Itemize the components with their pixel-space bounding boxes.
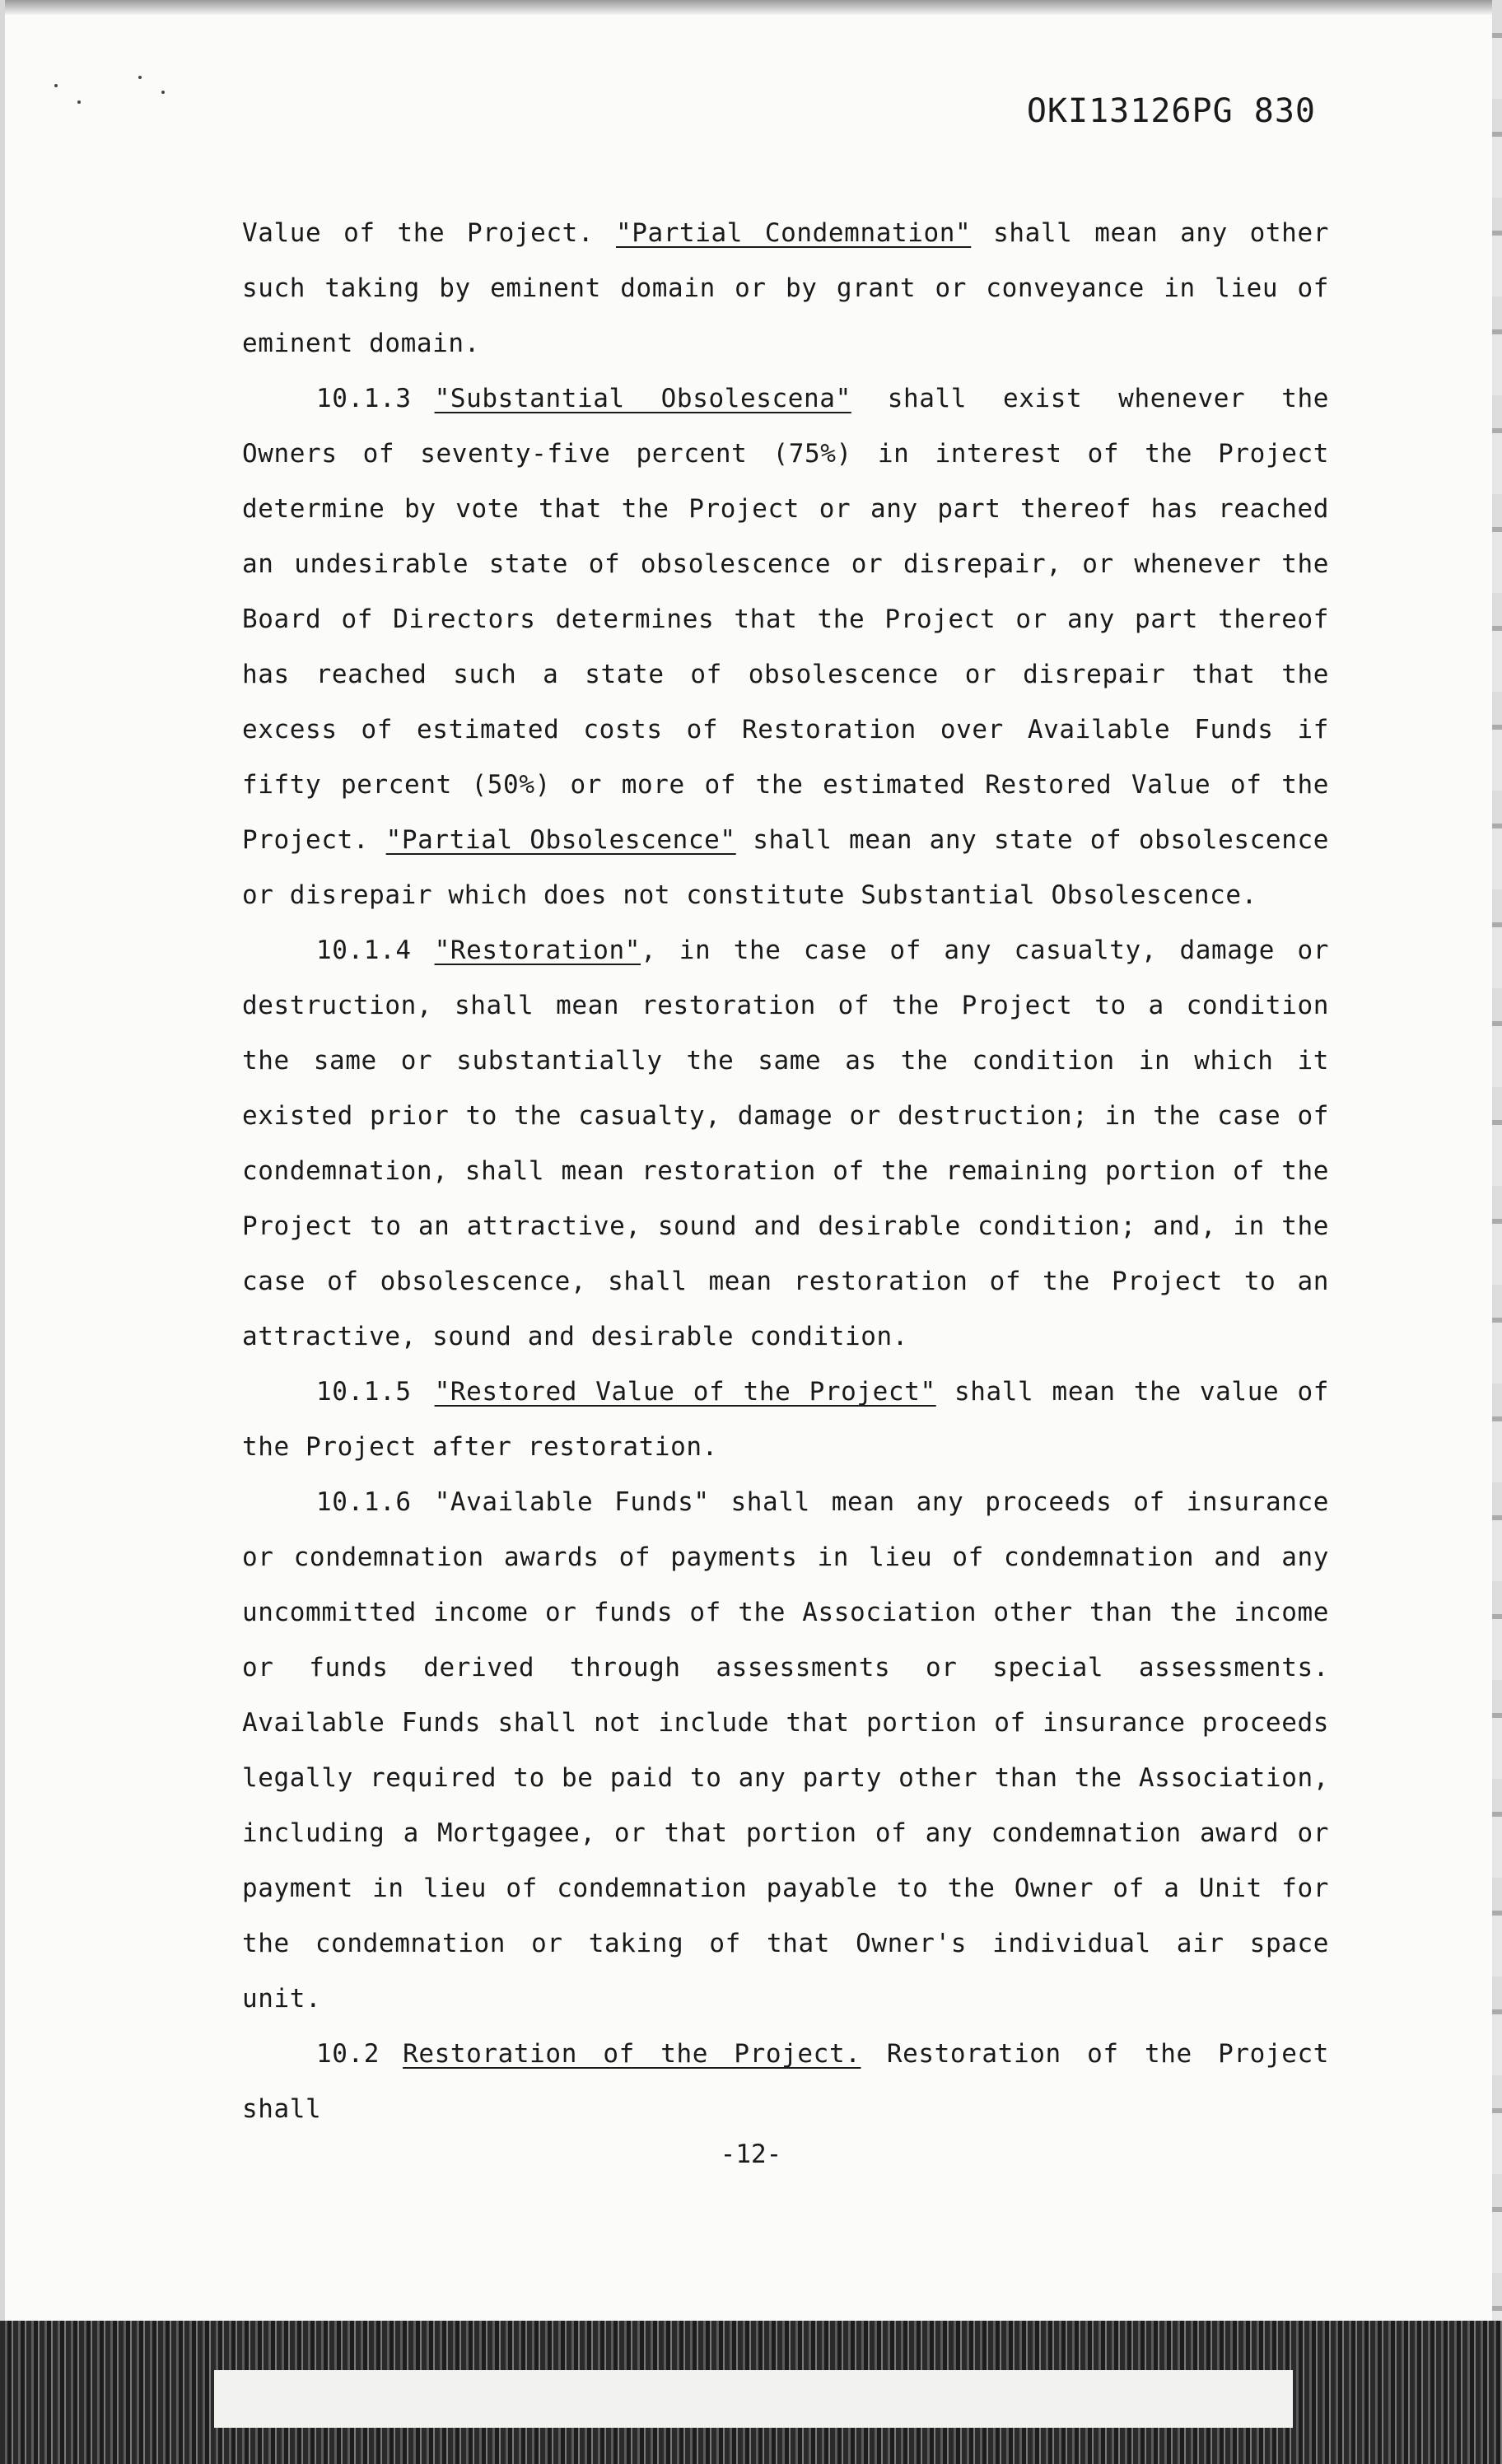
scan-top-edge [0,0,1502,15]
paragraph-partial-condemnation [242,206,1329,371]
section-number: 10.1.5 [316,1377,412,1407]
section-number: 10.1.6 [316,1487,412,1517]
paragraph-text: shall mean any other such taking by eminent domain or by grant or conveyance in lieu of eminent domain. [242,218,1329,358]
page-number: -12- [720,2140,782,2169]
scan-speckle [161,91,165,94]
section-number: 10.1.3 [316,384,412,413]
document-body [242,206,1329,2137]
section-heading: Restoration of the Project. [403,2039,861,2069]
scan-right-edge [1492,0,1502,2464]
defined-term: "Restoration" [434,936,641,965]
section-number: 10.1.4 [316,936,412,965]
scan-left-edge [0,0,5,2464]
paragraph-text: shall mean the value of the Project after restoration. [242,1377,1330,1462]
paragraph-text: Value of the Project. [242,218,616,248]
scan-bottom-strip [214,2370,1293,2428]
paragraph-text: Restoration of the Project shall [242,2039,1329,2124]
scan-speckle [77,100,81,104]
paragraph-text: shall exist whenever the Owners of seventy-five percent (75%) in interest of the Project determine by vote that the Project or any part thereof has reached an undesirable state of obsolescence or disrepair, or whenever the Board of Directors determines that the Project or any part thereof has reached such a state of obsolescence or disrepair that the excess of estimated costs of Restoration over Available Funds if fifty percent (50%) or more of the estimated Restored Value of the Project. [242,384,1329,855]
defined-term: "Partial Condemnation" [615,218,972,248]
book-page-reference: OKI13126PG 830 [1026,92,1316,130]
section-10-1-3 [242,371,1329,923]
section-number: 10.2 [316,2039,380,2069]
paragraph-text: shall mean any state of obsolescence or disrepair which does not constitute Substantial Obsolescence. [242,825,1329,910]
section-10-1-6 [242,1475,1329,2027]
section-10-1-5 [242,1365,1329,1475]
section-10-1-4 [242,923,1329,1365]
defined-term: "Substantial Obsolescena" [434,384,851,413]
defined-term: "Partial Obsolescence" [385,825,736,855]
section-10-2 [242,2027,1329,2137]
paragraph-text: , in the case of any casualty, damage or destruction, shall mean restoration of the Project to a condition the same or substantially the same as the condition in which it existed prior to the casualty, damage or destruction; in the case of condemnation, shall mean restoration of the remaining portion of the Project to an attractive, sound and desirable condition; and, in the case of obsolescence, shall mean restoration of the Project to an attractive, sound and desirable condition. [242,936,1329,1351]
scan-speckle [54,84,58,87]
scan-speckle [138,76,142,79]
paragraph-text: "Available Funds" shall mean any proceeds of insurance or condemnation awards of payments in lieu of condemnation and any uncommitted income or funds of the Association other than the income or funds derived through assessments or special assessments. Available Funds shall not include that portion of insurance proceeds legally required to be paid to any party other than the Association, including a Mortgagee, or that portion of any condemnation award or payment in lieu of condemnation payable to the Owner of a Unit for the condemnation or taking of that Owner's individual air space unit. [242,1487,1329,2014]
defined-term: "Restored Value of the Project" [434,1377,936,1407]
